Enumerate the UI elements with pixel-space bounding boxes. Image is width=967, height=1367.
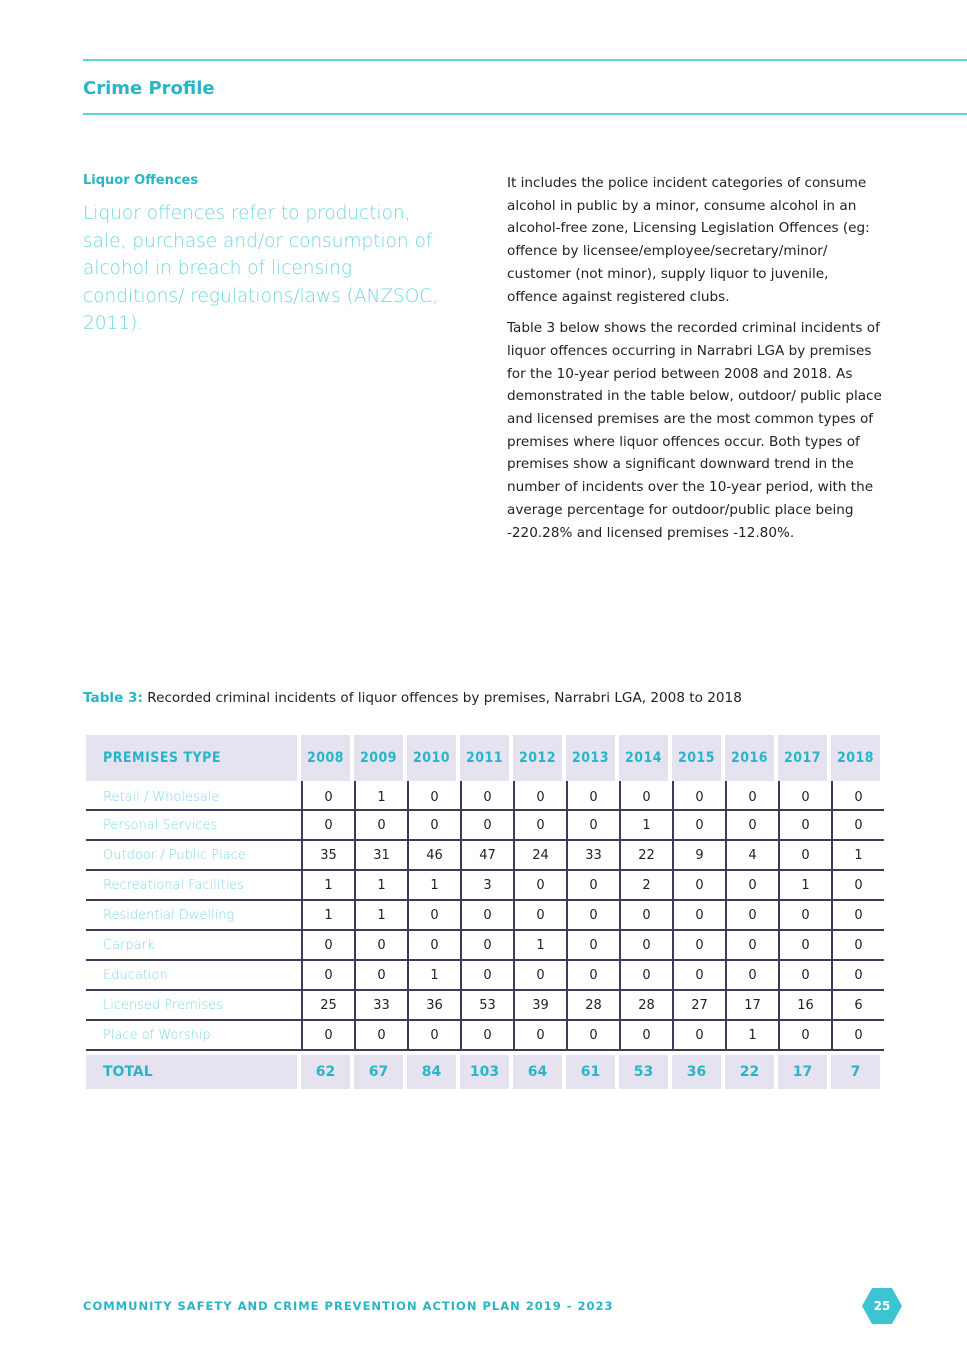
value-cell: 1 xyxy=(354,781,407,811)
section-title: Crime Profile xyxy=(83,78,215,99)
total-cell: 53 xyxy=(619,1051,672,1089)
value-cell: 1 xyxy=(407,961,460,991)
page-number: 25 xyxy=(873,1299,891,1313)
value-cell: 0 xyxy=(460,811,513,841)
total-cell: 7 xyxy=(831,1051,884,1089)
value-cell: 0 xyxy=(619,961,672,991)
value-cell: 0 xyxy=(460,1021,513,1051)
year-header-2017: 2017 xyxy=(778,735,831,781)
value-cell: 53 xyxy=(460,991,513,1021)
value-cell: 0 xyxy=(725,871,778,901)
value-cell: 1 xyxy=(778,871,831,901)
value-cell: 25 xyxy=(301,991,354,1021)
total-label: TOTAL xyxy=(86,1051,301,1089)
liquor-offences-table xyxy=(86,735,884,1089)
value-cell: 0 xyxy=(566,1021,619,1051)
value-cell: 0 xyxy=(301,1021,354,1051)
table-row xyxy=(86,931,884,961)
value-cell: 0 xyxy=(778,781,831,811)
value-cell: 1 xyxy=(831,841,884,871)
value-cell: 0 xyxy=(778,1021,831,1051)
value-cell: 0 xyxy=(513,961,566,991)
caption-text: Recorded criminal incidents of liquor offences by premises, Narrabri LGA, 2008 to 2018 xyxy=(147,690,742,706)
value-cell: 33 xyxy=(354,991,407,1021)
value-cell: 0 xyxy=(831,811,884,841)
value-cell: 0 xyxy=(566,871,619,901)
value-cell: 0 xyxy=(407,901,460,931)
value-cell: 0 xyxy=(778,901,831,931)
table-row xyxy=(86,961,884,991)
body-paragraph-2: Table 3 below shows the recorded criminal incidents of liquor offences occurring in Narrabri LGA by premises for the 10-year period between 2008 and 2018. As demonstrated in the table below, outdoor/ public place and licensed premises are the most common types of premises where liquor offences occur. Both types of premises show a significant downward trend in the number of incidents over the 10-year period, with the average percentage for outdoor/public place being -220.28% and licensed premises -12.80%. xyxy=(507,320,882,541)
value-cell: 0 xyxy=(778,841,831,871)
subheading: Liquor Offences xyxy=(83,173,199,188)
value-cell: 0 xyxy=(513,871,566,901)
value-cell: 0 xyxy=(619,901,672,931)
total-cell: 36 xyxy=(672,1051,725,1089)
value-cell: 22 xyxy=(619,841,672,871)
value-cell: 1 xyxy=(513,931,566,961)
value-cell: 31 xyxy=(354,841,407,871)
value-cell: 24 xyxy=(513,841,566,871)
value-cell: 0 xyxy=(619,1021,672,1051)
value-cell: 0 xyxy=(566,901,619,931)
header-bottom-rule xyxy=(83,113,967,115)
value-cell: 0 xyxy=(672,781,725,811)
premises-type-cell: Education xyxy=(86,961,301,991)
premises-type-cell: Personal Services xyxy=(86,811,301,841)
value-cell: 0 xyxy=(354,961,407,991)
left-column xyxy=(83,173,453,338)
footer-title: COMMUNITY SAFETY AND CRIME PREVENTION ACTION PLAN 2019 - 2023 xyxy=(83,1299,614,1313)
table-row xyxy=(86,871,884,901)
year-header-2008: 2008 xyxy=(301,735,354,781)
value-cell: 17 xyxy=(725,991,778,1021)
value-cell: 0 xyxy=(831,871,884,901)
premises-type-cell: Place of Worship xyxy=(86,1021,301,1051)
total-cell: 67 xyxy=(354,1051,407,1089)
value-cell: 28 xyxy=(619,991,672,1021)
premises-type-cell: Recreational Facilities xyxy=(86,871,301,901)
value-cell: 0 xyxy=(301,781,354,811)
value-cell: 0 xyxy=(301,811,354,841)
value-cell: 0 xyxy=(460,901,513,931)
value-cell: 0 xyxy=(778,961,831,991)
value-cell: 0 xyxy=(672,811,725,841)
value-cell: 0 xyxy=(672,901,725,931)
value-cell: 0 xyxy=(831,961,884,991)
value-cell: 0 xyxy=(513,781,566,811)
value-cell: 33 xyxy=(566,841,619,871)
value-cell: 0 xyxy=(619,781,672,811)
table-row xyxy=(86,781,884,811)
year-header-2014: 2014 xyxy=(619,735,672,781)
total-row xyxy=(86,1051,884,1089)
value-cell: 0 xyxy=(619,931,672,961)
total-cell: 61 xyxy=(566,1051,619,1089)
value-cell: 0 xyxy=(301,961,354,991)
value-cell: 0 xyxy=(672,961,725,991)
value-cell: 0 xyxy=(354,811,407,841)
year-header-2010: 2010 xyxy=(407,735,460,781)
year-header-2012: 2012 xyxy=(513,735,566,781)
total-cell: 17 xyxy=(778,1051,831,1089)
value-cell: 2 xyxy=(619,871,672,901)
value-cell: 0 xyxy=(831,781,884,811)
table-row xyxy=(86,841,884,871)
total-cell: 62 xyxy=(301,1051,354,1089)
table-header-row xyxy=(86,735,884,781)
value-cell: 1 xyxy=(354,901,407,931)
value-cell: 0 xyxy=(831,901,884,931)
value-cell: 1 xyxy=(725,1021,778,1051)
year-header-2018: 2018 xyxy=(831,735,884,781)
table-row xyxy=(86,991,884,1021)
value-cell: 4 xyxy=(725,841,778,871)
value-cell: 27 xyxy=(672,991,725,1021)
value-cell: 0 xyxy=(566,781,619,811)
header-top-rule xyxy=(83,59,967,61)
value-cell: 1 xyxy=(407,871,460,901)
table-row xyxy=(86,1021,884,1051)
value-cell: 6 xyxy=(831,991,884,1021)
year-header-2013: 2013 xyxy=(566,735,619,781)
year-header-2015: 2015 xyxy=(672,735,725,781)
body-paragraph-1: It includes the police incident categories of consume alcohol in public by a minor, consume alcohol in an alcohol-free zone, Licensing Legislation Offences (eg: offence by licensee/employee/secretary/minor/ customer (not minor), supply liquor to juvenile, offence against registered clubs. xyxy=(507,175,870,305)
premises-type-cell: Licensed Premises xyxy=(86,991,301,1021)
value-cell: 0 xyxy=(513,1021,566,1051)
premises-type-cell: Residential Dwelling xyxy=(86,901,301,931)
value-cell: 0 xyxy=(778,931,831,961)
value-cell: 0 xyxy=(566,931,619,961)
value-cell: 0 xyxy=(725,961,778,991)
value-cell: 0 xyxy=(460,961,513,991)
value-cell: 0 xyxy=(354,931,407,961)
value-cell: 0 xyxy=(566,811,619,841)
intro-text: Liquor offences refer to production, sale, purchase and/or consumption of alcohol in breach of licensing conditions/ regulations/laws (ANZSOC, 2011). xyxy=(83,203,439,335)
value-cell: 1 xyxy=(619,811,672,841)
table-row xyxy=(86,811,884,841)
value-cell: 16 xyxy=(778,991,831,1021)
value-cell: 0 xyxy=(672,931,725,961)
value-cell: 1 xyxy=(354,871,407,901)
premises-type-header: PREMISES TYPE xyxy=(86,735,301,781)
year-header-2009: 2009 xyxy=(354,735,407,781)
value-cell: 0 xyxy=(407,1021,460,1051)
value-cell: 46 xyxy=(407,841,460,871)
value-cell: 0 xyxy=(831,931,884,961)
value-cell: 0 xyxy=(778,811,831,841)
table-caption xyxy=(83,690,742,706)
value-cell: 0 xyxy=(407,931,460,961)
value-cell: 0 xyxy=(407,781,460,811)
value-cell: 0 xyxy=(672,1021,725,1051)
value-cell: 35 xyxy=(301,841,354,871)
value-cell: 0 xyxy=(831,1021,884,1051)
premises-type-cell: Retail / Wholesale xyxy=(86,781,301,811)
value-cell: 1 xyxy=(301,871,354,901)
table-row xyxy=(86,901,884,931)
caption-label: Table 3: xyxy=(83,690,143,706)
value-cell: 0 xyxy=(566,961,619,991)
premises-type-cell: Carpark xyxy=(86,931,301,961)
year-header-2016: 2016 xyxy=(725,735,778,781)
value-cell: 0 xyxy=(354,1021,407,1051)
total-cell: 103 xyxy=(460,1051,513,1089)
value-cell: 0 xyxy=(725,811,778,841)
year-header-2011: 2011 xyxy=(460,735,513,781)
right-column xyxy=(507,172,882,553)
value-cell: 9 xyxy=(672,841,725,871)
value-cell: 28 xyxy=(566,991,619,1021)
value-cell: 0 xyxy=(513,901,566,931)
total-cell: 22 xyxy=(725,1051,778,1089)
value-cell: 0 xyxy=(672,871,725,901)
value-cell: 36 xyxy=(407,991,460,1021)
value-cell: 0 xyxy=(725,931,778,961)
value-cell: 1 xyxy=(301,901,354,931)
value-cell: 0 xyxy=(725,781,778,811)
value-cell: 0 xyxy=(513,811,566,841)
table-body xyxy=(86,781,884,1051)
value-cell: 47 xyxy=(460,841,513,871)
value-cell: 0 xyxy=(725,901,778,931)
value-cell: 3 xyxy=(460,871,513,901)
total-cell: 84 xyxy=(407,1051,460,1089)
value-cell: 0 xyxy=(407,811,460,841)
value-cell: 0 xyxy=(460,781,513,811)
value-cell: 39 xyxy=(513,991,566,1021)
total-cell: 64 xyxy=(513,1051,566,1089)
value-cell: 0 xyxy=(301,931,354,961)
value-cell: 0 xyxy=(460,931,513,961)
premises-type-cell: Outdoor / Public Place xyxy=(86,841,301,871)
